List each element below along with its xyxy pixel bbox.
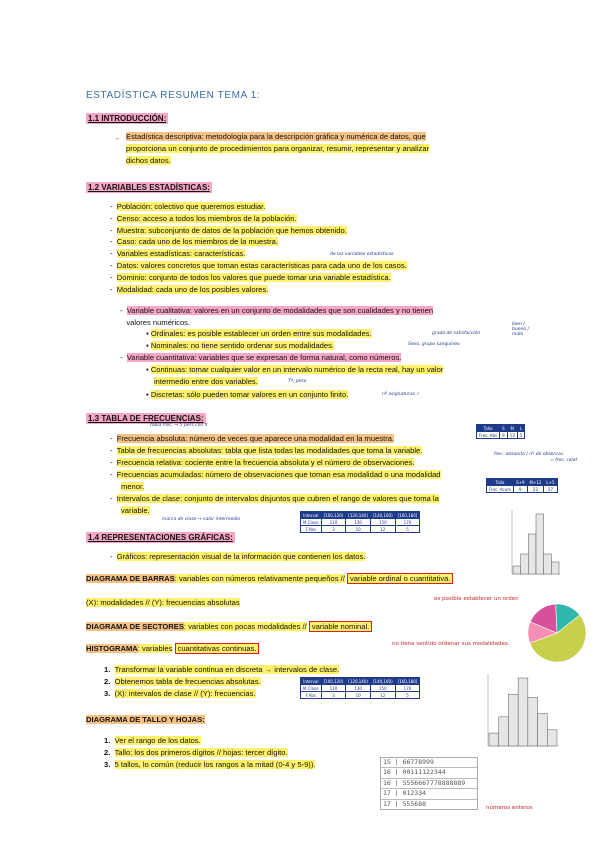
histograma-line: HISTOGRAMA: variables cuantitativas continuas. — [86, 644, 259, 655]
intro-line-1: Estadística descriptiva: metodología para la descripción gráfica y numérica de datos, que — [126, 132, 426, 141]
stem-row: 17 | 012334 — [381, 788, 477, 798]
note-variables: de las variables estadísticas — [330, 252, 394, 257]
variable-item: - Modalidad: cada uno de los posibles valores. — [110, 284, 269, 294]
annotation-barras: es posible establecer un orden — [434, 596, 519, 602]
intervalos-2: variable. — [121, 506, 150, 515]
bar — [489, 733, 499, 746]
page-title: ESTADÍSTICA RESUMEN TEMA 1: — [86, 90, 261, 101]
barras-xy: (X): modalidades // (Y): frecuencias absolutas — [86, 598, 240, 607]
bar — [547, 730, 557, 746]
bar — [521, 554, 529, 574]
variable-item: - Población: colectivo que queremos estudiar. — [110, 202, 266, 211]
intervalos: - Intervalos de clase: conjunto de intervalos disjuntos que cubren el rango de valores que toma la — [110, 494, 439, 503]
bar — [538, 714, 548, 746]
bar — [499, 717, 509, 746]
diagrama-sectores-line: DIAGRAMA DE SECTORES: variables con pocas modalidades // variable nominal. — [86, 622, 372, 633]
table-frec-abs: Talla S M L Frec. Abs 9 13 5 — [476, 424, 525, 439]
annotation-tallo: números enteros — [486, 805, 533, 811]
note-grado: grado de satisfacción — [432, 331, 481, 336]
note-sexo: Sexo, grupo sanguíneo — [408, 342, 460, 347]
variable-item: - Caso: cada uno de los miembros de la muestra. — [110, 237, 278, 247]
nominales: ▪ Nominales: no tiene sentido ordenar sus modalidades. — [146, 341, 335, 350]
diagrama-barras-line: DIAGRAMA DE BARRAS: variables con números relativamente pequeños // variable ordinal o cuantitativa. — [86, 574, 453, 585]
hist-step-2: 2. Obtenemos tabla de frecuencias absolutas. — [104, 677, 261, 686]
cualitativa-line-2: valores numéricos. — [126, 318, 191, 327]
stem-row: 16 | 5556667778888889 — [381, 778, 477, 788]
ordinales: ▪ Ordinales: es posible establecer un orden entre sus modalidades. — [146, 329, 372, 338]
variable-item: - Variables estadísticas: características. — [110, 249, 246, 259]
note-asignaturas: nº asignaturas ✓ — [382, 392, 420, 397]
bar — [508, 694, 518, 746]
hist-step-3: 3. (X): intervalos de clase // (Y): frecuencias. — [104, 689, 256, 698]
histogram-thumbnail — [480, 672, 560, 754]
discretas: ▪ Discretas: sólo pueden tomar valores en un conjunto finito. — [146, 390, 349, 399]
tallo-step-3: 3. 5 tallos, lo común (reducir los rangos a la mitad (0-4 y 5-9)). — [104, 760, 316, 769]
variable-item: - Censo: acceso a todos los miembros de la población. — [110, 213, 297, 223]
bar — [536, 514, 544, 574]
tallo-step-1: 1. Ver el rango de los datos. — [104, 736, 201, 745]
stem-leaf-table — [380, 757, 478, 810]
frec-acumuladas: - Frecuencias acumuladas: número de observaciones que toman esa modalidad o una modalidad — [110, 470, 441, 479]
bar — [551, 562, 559, 574]
continuas-line-2: intermedio entre dos variables. — [154, 377, 258, 386]
note-marca: marca de clase → valor intermedio — [162, 517, 241, 522]
stem-row: 16 | 00111122344 — [381, 767, 477, 777]
bar — [544, 554, 552, 574]
note-relativa-2: = frec. relat — [550, 458, 578, 463]
note-relativa: frec. absoluta / nº de observac. — [494, 452, 565, 457]
bar — [528, 697, 538, 746]
bar — [528, 534, 536, 574]
table-histograma: Interval [100,120) [120,140) [140,160) [160,180] M.Clase 110 130 150 170 F.Abs 3 10 12 5 — [300, 677, 420, 699]
stem-row: 15 | 66778999 — [383, 758, 434, 766]
tallo-heading: DIAGRAMA DE TALLO Y HOJAS: — [86, 715, 205, 724]
table-intervalos: Interval [100,120) [120,140) [140,160) [160,180] M.Clase 110 130 150 170 F.Abs 3 10 12 5 — [300, 511, 420, 533]
bar — [518, 678, 528, 746]
variable-item: - Datos: valores concretos que toman estas características para cada uno de los casos. — [110, 261, 407, 270]
hist-step-1: 1. Transformar la variable continua en discreta → intervalos de clase. — [104, 665, 340, 674]
stem-row: 17 | 555688 — [381, 799, 477, 809]
tabla-frec: - Tabla de frecuencias absolutas: tabla que lista todas las modalidades que toma la variable. — [110, 446, 423, 455]
intro-line-3: dichos datos. — [126, 156, 171, 165]
tallo-step-2: 2. Tallo: los dos primeros dígitos // hojas: tercer dígito. — [104, 748, 288, 757]
table-frec-acum: Talla S+9 M+12 L+5 Frec. Acum 9 22 27 — [486, 478, 558, 493]
note-bueno: bien / bueno / malo — [512, 322, 530, 337]
intro-line-2: proporciona un conjunto de procedimientos para organizar, resumir, representar y analizar — [126, 144, 430, 153]
annotation-sectores: no tiene sentido ordenar sus modalidades. — [392, 641, 510, 647]
pie-chart-thumbnail — [522, 602, 592, 664]
graficos: - Gráficos: representación visual de la información que contienen los datos. — [110, 552, 366, 561]
note-tabla: tabla frec. → 5 pers con X — [150, 423, 208, 428]
cualitativa-line-1: - Variable cualitativa: valores en un conjunto de modalidades que son cualidades y no tienen — [120, 306, 434, 315]
bullet: - — [116, 134, 119, 143]
heading-frecuencias: 1.3 TABLA DE FRECUENCIAS: — [88, 414, 204, 423]
frec-absoluta: - Frecuencia absoluta: número de veces que aparece una modalidad en la muestra. — [110, 434, 395, 443]
bar — [513, 566, 521, 574]
bar-chart-thumbnail — [506, 508, 562, 580]
cuantitativa: - Variable cuantitativa: variables que se expresan de forma natural, como números. — [120, 353, 402, 362]
heading-variables: 1.2 VARIABLES ESTADÍSTICAS: — [88, 183, 210, 192]
heading-graficas: 1.4 REPRESENTACIONES GRÁFICAS: — [88, 533, 233, 542]
frec-acumuladas-2: menor. — [121, 482, 145, 491]
note-peso: Tª, peso — [288, 379, 307, 384]
frec-relativa: - Frecuencia relativa: cociente entre la frecuencia absoluta y el número de observaciones. — [110, 458, 415, 467]
variable-item: - Dominio: conjunto de todos los valores que puede tomar una variable estadística. — [110, 272, 391, 282]
continuas-line-1: ▪ Continuas: tomar cualquier valor en un intervalo numérico de la recta real, hay un valor — [146, 365, 444, 374]
heading-introduccion: 1.1 INTRODUCCIÓN: — [88, 114, 167, 123]
variable-item: - Muestra: subconjunto de datos de la población que hemos obtenido. — [110, 225, 347, 235]
